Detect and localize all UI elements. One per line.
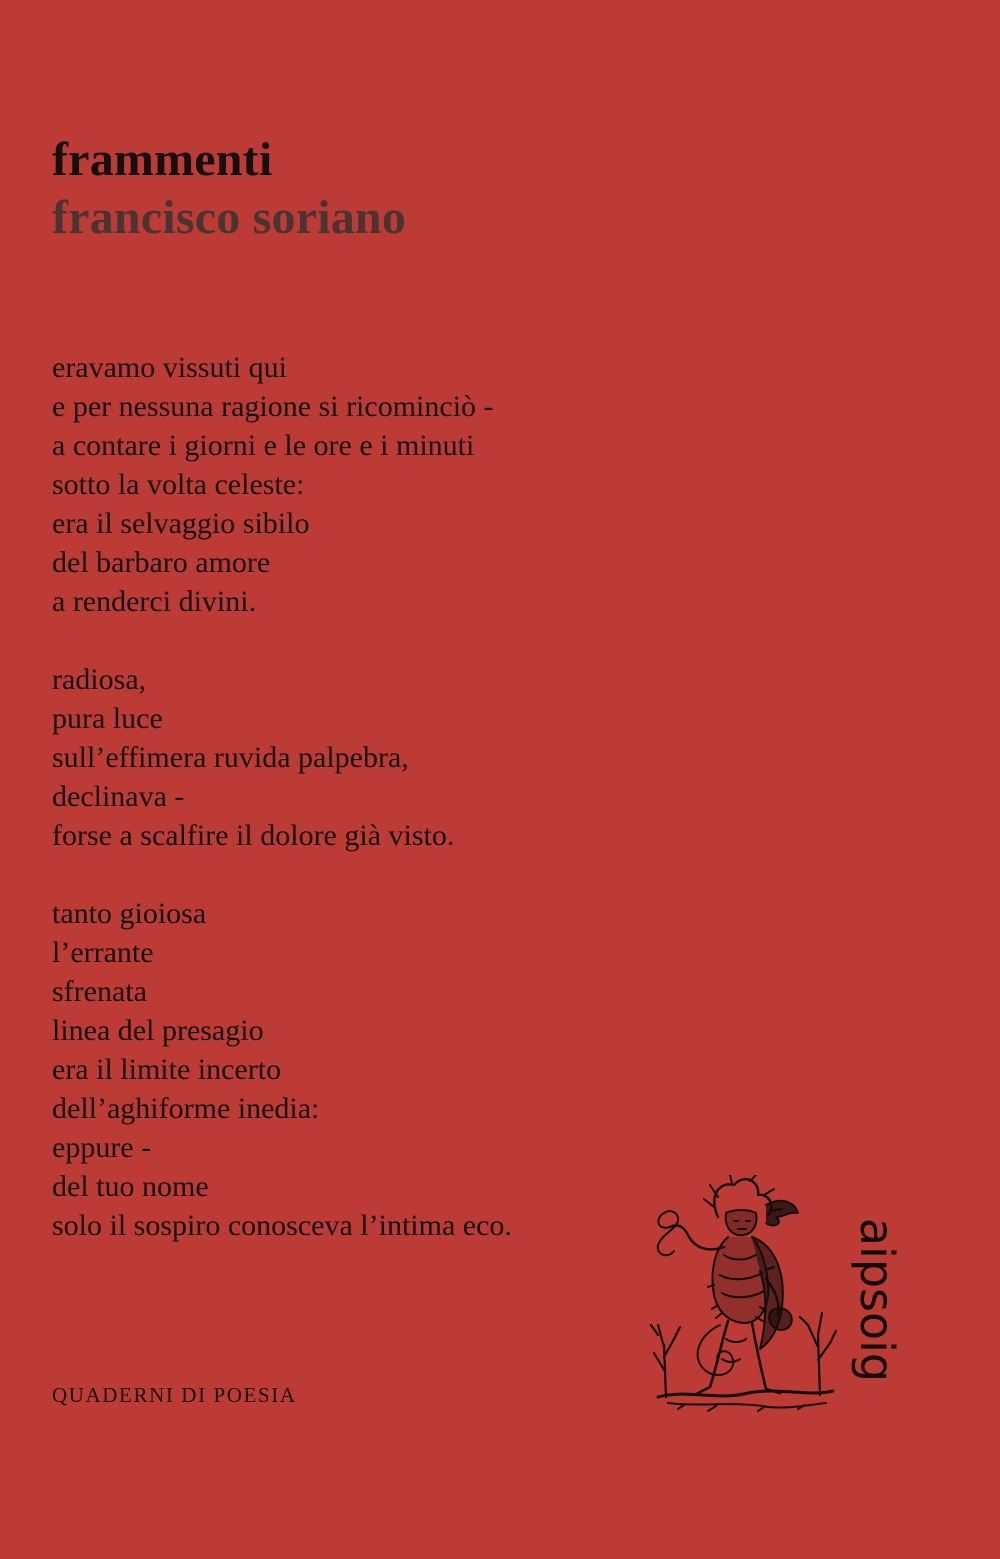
book-title: frammenti [52, 133, 273, 186]
poem-line: tanto gioiosa [52, 897, 207, 930]
series-label: QUADERNI DI POESIA [52, 1383, 297, 1407]
poem-line: linea del presagio [52, 1014, 264, 1047]
poem-line: del tuo nome [52, 1170, 209, 1203]
poem-line: era il limite incerto [52, 1053, 282, 1086]
poem-line: eppure - [52, 1131, 152, 1164]
poem-line: forse a scalfire il dolore già visto. [52, 819, 455, 852]
poem-line: radiosa, [52, 663, 147, 696]
publisher-name: aipsoig [850, 1217, 904, 1383]
poem-stanza [52, 660, 652, 855]
poem-line: l’errante [52, 936, 154, 969]
poem-line: a contare i giorni e le ore e i minuti [52, 429, 475, 462]
poem-line: a renderci divini. [52, 585, 257, 618]
poem [52, 348, 652, 1284]
poem-line: pura luce [52, 702, 163, 735]
poem-line: sfrenata [52, 975, 147, 1008]
poem-line: del barbaro amore [52, 546, 271, 579]
poem-line: solo il sospiro conosceva l’intima eco. [52, 1209, 512, 1242]
book-author: francisco soriano [52, 191, 407, 244]
poem-line: eravamo vissuti qui [52, 351, 287, 384]
poem-line: declinava - [52, 780, 185, 813]
poem-line: era il selvaggio sibilo [52, 507, 310, 540]
poem-stanza [52, 348, 652, 621]
poem-stanza [52, 894, 652, 1245]
poem-line: e per nessuna ragione si ricominciò - [52, 390, 494, 423]
publisher-logo [842, 1180, 912, 1420]
woodcut-wild-man-emblem-icon [648, 1175, 838, 1415]
poem-line: sull’effimera ruvida palpebra, [52, 741, 409, 774]
poem-line: sotto la volta celeste: [52, 468, 305, 501]
poem-line: dell’aghiforme inedia: [52, 1092, 320, 1125]
